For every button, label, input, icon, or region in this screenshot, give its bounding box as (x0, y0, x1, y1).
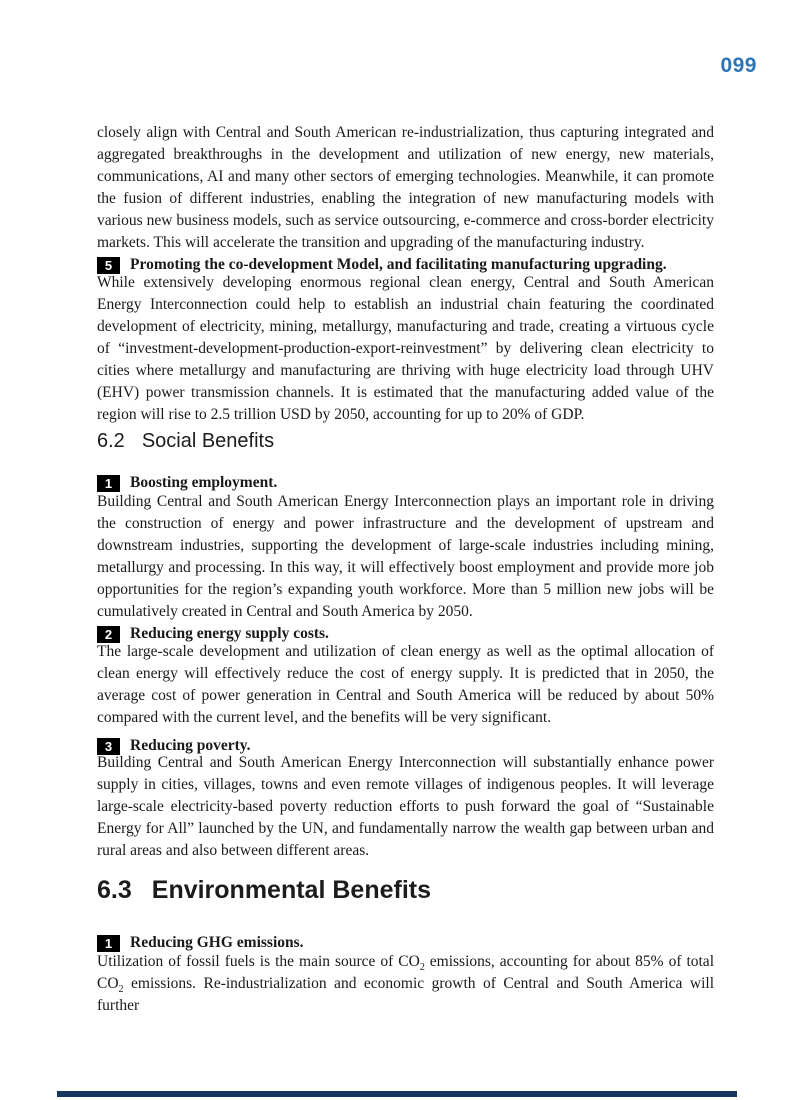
footer-bar (57, 1091, 737, 1097)
item-number-badge: 5 (97, 257, 120, 274)
section-title: Social Benefits (141, 430, 275, 452)
boosting-employment-paragraph: Building Central and South American Energy Interconnection plays an important role in driving the construction of energy and power infrastructure and the development of upstream and downstream industries, supporting the development of large-scale industries including mining, metallurgy and processing. In this way, it will effectively boost employment and provide more job opportunities for the region’s expanding youth workforce. More than 5 million new jobs will be cumulatively created in Central and South America by 2050. (97, 493, 714, 620)
item-title: Reducing GHG emissions. (130, 934, 304, 951)
item-title: Boosting employment. (130, 474, 278, 491)
section-title: Environmental Benefits (151, 876, 431, 904)
section-heading-6-2 (97, 430, 737, 453)
section-number: 6.2 (97, 430, 125, 452)
section-heading-6-3 (97, 876, 737, 905)
text-part: emissions. Re-industrialization and economic growth of Central and South America will further (97, 975, 714, 1014)
page-number: 099 (720, 54, 757, 77)
item-number-badge: 1 (97, 475, 120, 492)
item-number-badge: 2 (97, 626, 120, 643)
reducing-poverty-paragraph: Building Central and South American Energy Interconnection will substantially enhance power supply in cities, villages, towns and even remote villages of indigenous peoples. It will leverage large-scale electricity-based poverty reduction efforts to push forward the goal of “Sustainable Energy for All” launched by the UN, and fundamentally narrow the wealth gap between urban and rural areas and also between different areas. (97, 754, 714, 859)
item-heading-1 (97, 474, 714, 492)
energy-supply-costs-paragraph: The large-scale development and utilization of clean energy as well as the optimal allocation of clean energy will effectively reduce the cost of energy supply. It is predicted that in 2050, the average cost of power generation in Central and South America will be reduced by about 50% compared with the current level, and the benefits will be very significant. (97, 643, 714, 726)
item-title: Reducing energy supply costs. (130, 625, 329, 642)
subscript: 2 (118, 984, 124, 996)
section-number: 6.3 (97, 876, 132, 904)
item5-paragraph: While extensively developing enormous regional clean energy, Central and South American Energy Interconnection could help to establish an industrial chain featuring the coordinated development of electricity, mining, metallurgy, manufacturing and trade, creating a virtuous cycle of “investment-development-production-export-reinvestment” by delivering clean electricity to cities where metallurgy and manufacturing are thriving with huge electricity load through UHV (EHV) power transmission channels. It is estimated that the manufacturing added value of the region will rise to 2.5 trillion USD by 2050, accounting for up to 20% of GDP. (97, 274, 714, 423)
item-title: Promoting the co-development Model, and facilitating manufacturing upgrading. (130, 256, 667, 273)
item-number-badge: 1 (97, 935, 120, 952)
intro-paragraph: closely align with Central and South American re-industrialization, thus capturing integrated and aggregated breakthroughs in the development and utilization of new energy, new materials, communications, AI and many other sectors of emerging technologies. Meanwhile, it can promote the fusion of different industries, enabling the integration of new manufacturing models with various new business models, such as service outsourcing, e-commerce and cross-border electricity markets. This will accelerate the transition and upgrading of the manufacturing industry. (97, 124, 714, 251)
item-number-badge: 3 (97, 738, 120, 755)
text-part: emissions, accounting for about 85% of total CO (97, 953, 714, 992)
text-part: Utilization of fossil fuels is the main source of CO (97, 953, 420, 970)
ghg-emissions-paragraph (97, 951, 714, 1017)
item-title: Reducing poverty. (130, 737, 251, 754)
item-heading-ghg (97, 934, 714, 952)
subscript: 2 (419, 962, 425, 974)
